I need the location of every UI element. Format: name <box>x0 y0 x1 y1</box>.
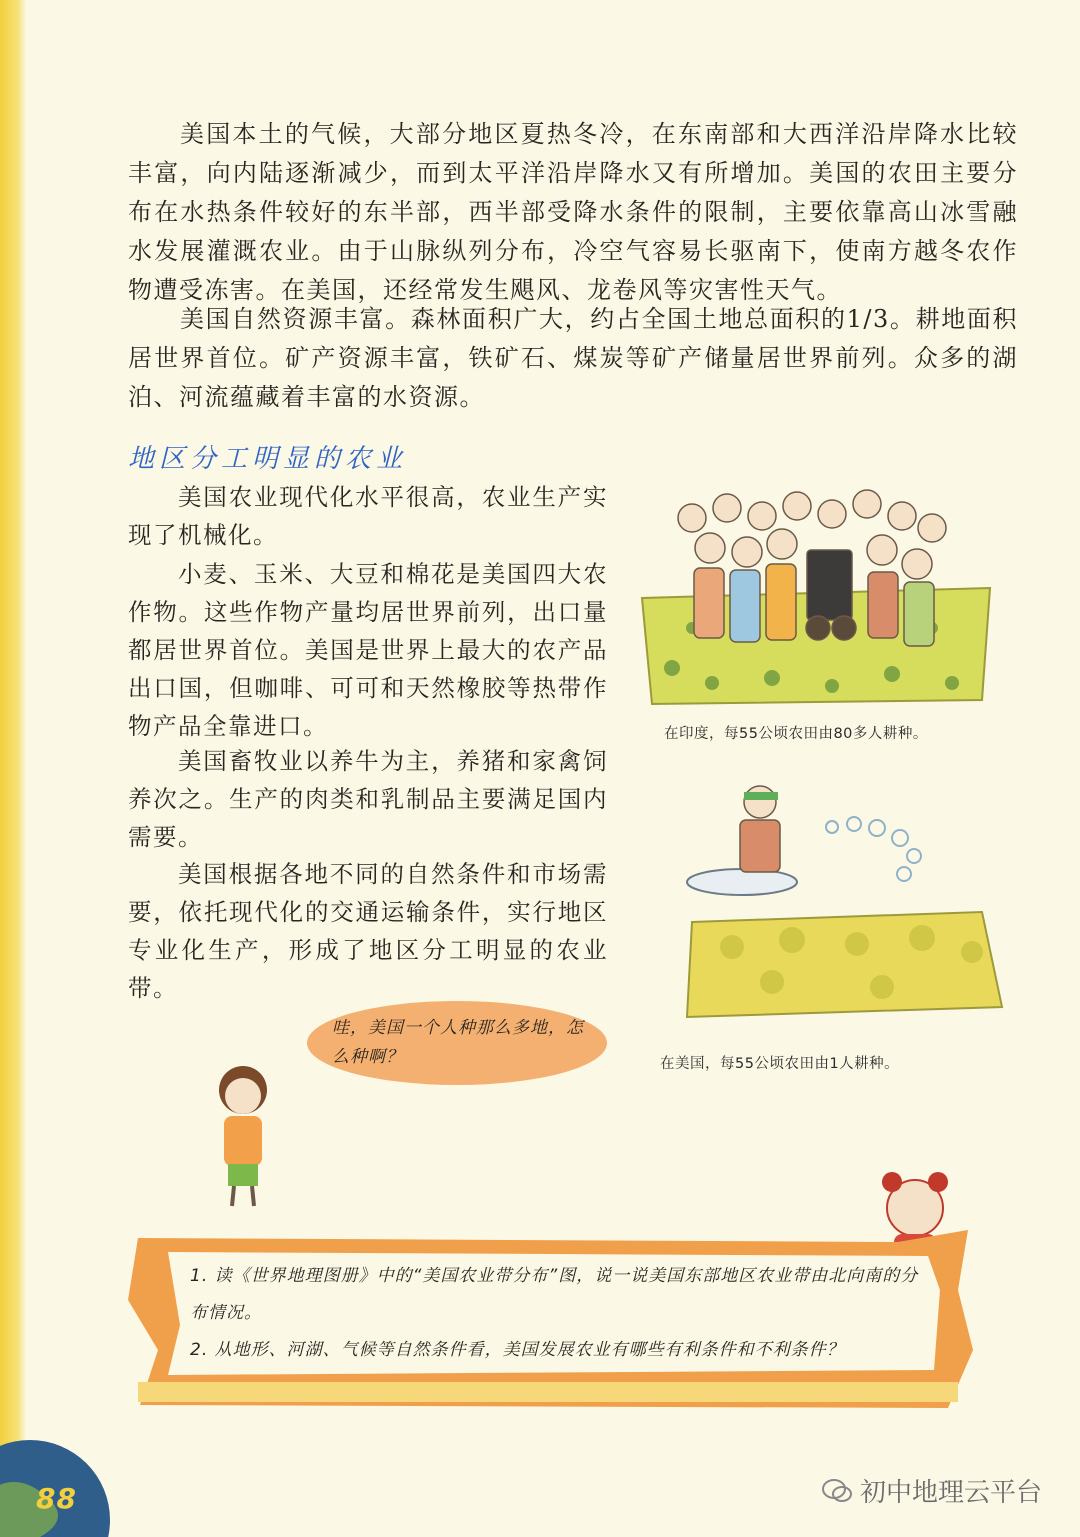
resources-paragraph: 美国自然资源丰富。森林面积广大，约占全国土地总面积的1/3。耕地面积居世界首位。矿产资源丰富，铁矿石、煤炭等矿产储量居世界前列。众多的湖泊、河流蕴藏着丰富的水资源。 <box>128 305 1018 411</box>
page-number: 88 <box>36 1482 77 1515</box>
left-color-band <box>0 0 26 1537</box>
watermark-text: 初中地理云平台 <box>860 1478 1043 1508</box>
activity-questions <box>190 1258 925 1369</box>
chat-icon <box>822 1478 852 1504</box>
speech-bubble-text: 哇，美国一个人种那么多地，怎么种啊？ <box>332 1018 584 1067</box>
india-caption: 在印度，每55公顷农田由80多人耕种。 <box>664 726 928 742</box>
section-heading: 地区分工明显的农业 <box>128 444 408 474</box>
activity-question-2: 2. 从地形、河湖、气候等自然条件看，美国发展农业有哪些有利条件和不利条件？ <box>190 1340 845 1360</box>
agriculture-paragraph-4: 美国根据各地不同的自然条件和市场需要，依托现代化的交通运输条件，实行地区专业化生产，形成了地区分工明显的农业带。 <box>128 860 608 1002</box>
climate-paragraph: 美国本土的气候，大部分地区夏热冬冷，在东南部和大西洋沿岸降水比较丰富，向内陆逐渐减少，而到太平洋沿岸降水又有所增加。美国的农田主要分布在水热条件较好的东半部，西半部受降水条件的限制，主要依靠高山冰雪融水发展灌溉农业。由于山脉纵列分布，冷空气容易长驱南下，使南方越冬农作物遭受冻害。在美国，还经常发生飓风、龙卷风等灾害性天气。 <box>128 120 1018 304</box>
usa-farmer-illustration <box>682 772 1012 1037</box>
agriculture-paragraph-1: 美国农业现代化水平很高，农业生产实现了机械化。 <box>128 483 608 549</box>
india-farmers-illustration <box>632 478 1000 706</box>
activity-question-1: 1. 读《世界地理图册》中的“美国农业带分布”图，说一说美国东部地区农业带由北向南的分布情况。 <box>190 1266 919 1323</box>
agriculture-paragraph-3: 美国畜牧业以养牛为主，养猪和家禽饲养次之。生产的肉类和乳制品主要满足国内需要。 <box>128 747 608 851</box>
girl-character-illustration <box>188 1060 288 1210</box>
usa-caption: 在美国，每55公顷农田由1人耕种。 <box>660 1056 900 1072</box>
watermark <box>822 1472 1042 1509</box>
agriculture-paragraph-2: 小麦、玉米、大豆和棉花是美国四大农作物。这些作物产量均居世界前列，出口量都居世界首位。美国是世界上最大的农产品出口国，但咖啡、可可和天然橡胶等热带作物产品全靠进口。 <box>128 560 608 740</box>
